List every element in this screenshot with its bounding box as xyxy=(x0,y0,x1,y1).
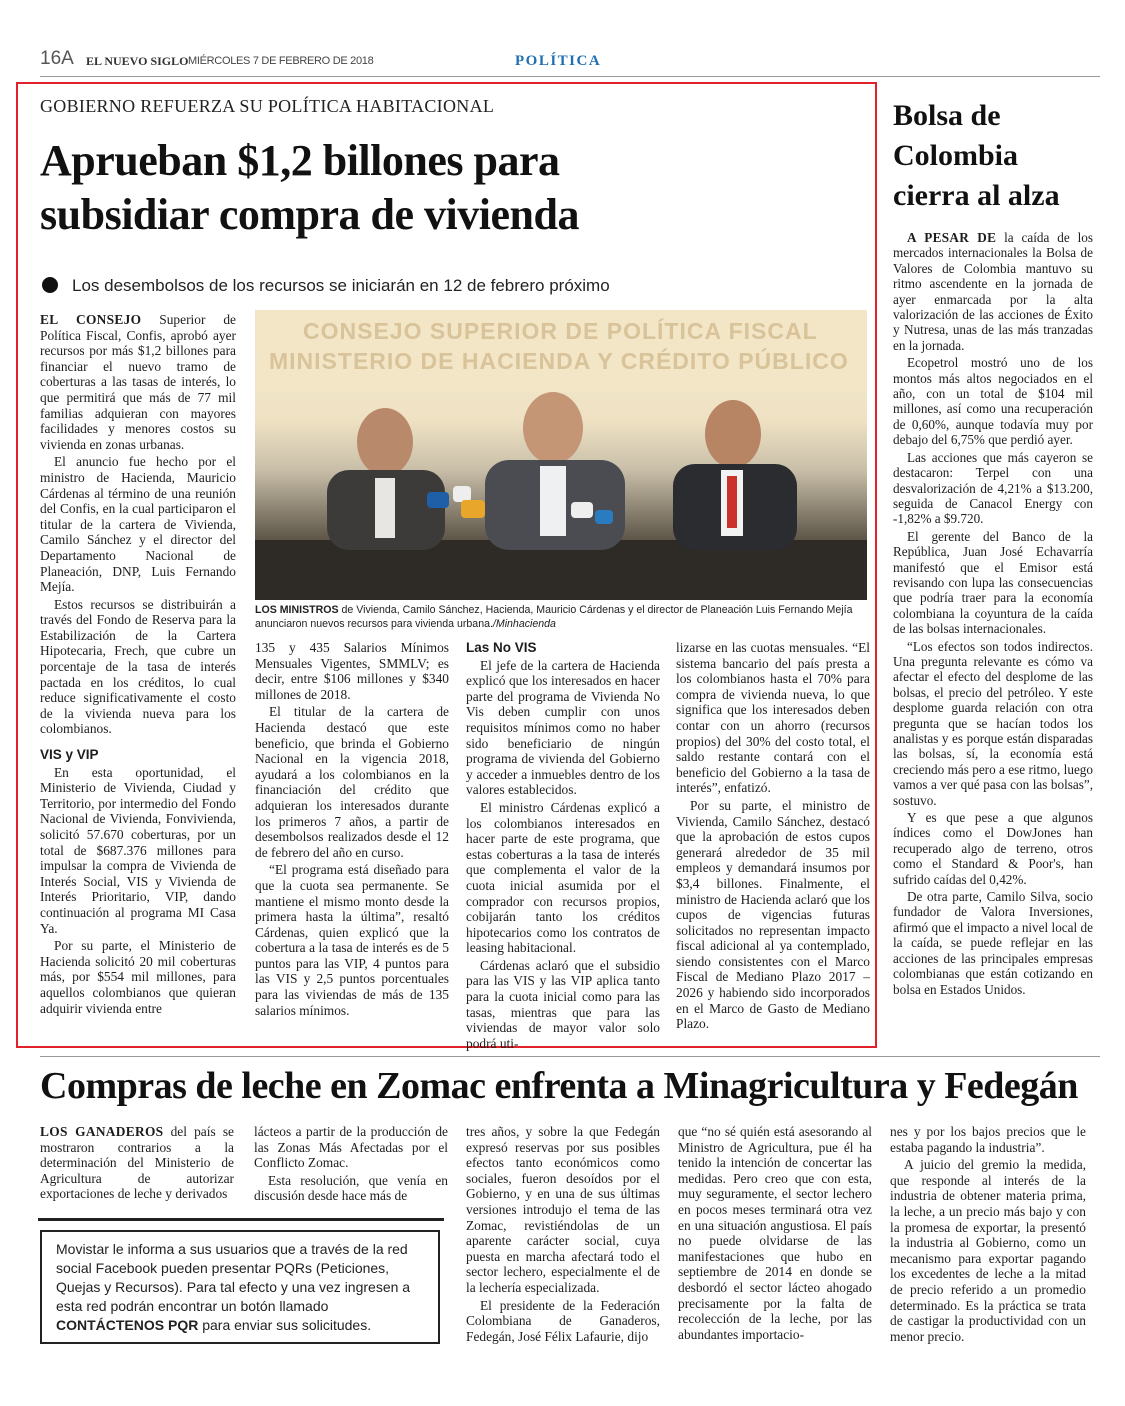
paragraph: Y es que pese a que algunos índices como el DowJones han recuperado algo de terreno, otros como el Standard & Poor's, han sufrido caídas del 0,42%. xyxy=(893,810,1093,887)
caption-credit: /Minhacienda xyxy=(492,618,556,630)
bottom-column-5 xyxy=(890,1124,1086,1346)
caption-lead: LOS MINISTROS xyxy=(255,604,339,616)
paragraph: Por su parte, el Ministerio de Hacienda solicitó 20 mil coberturas más, por $554 mil millones, para aquellos colombianos que quieran adquirir vivienda entre xyxy=(40,938,236,1016)
paragraph: lizarse en las cuotas mensuales. “El sistema bancario del país presta a los colombianos hasta el 70% para compra de vivienda nueva, lo que significa que los interesados deben contar con un ahorro (recursos propios) del 30% del costo total, el saldo restante contará con el beneficio del Gobierno a la tasa de interés”, enfatizó. xyxy=(676,640,870,796)
bottom-headline: Compras de leche en Zomac enfrenta a Minagricultura y Fedegán xyxy=(40,1065,1078,1107)
bottom-column-3 xyxy=(466,1124,660,1346)
sidebar-headline-line: Colombia xyxy=(893,139,1019,172)
paragraph: A juicio del gremio la medida, que responde al interés de la industria de obtener materia prima, la leche, a un precio más bajo y con la promesa de exportar, la presentó la industria al Gobierno, como un mecanismo para exportar pagando los excedentes de leche a la mitad de precio referido a un promedio determinado. Es la práctica se trata de castigar la productividad con un menor precio. xyxy=(890,1157,1086,1344)
bottom-column-4 xyxy=(678,1124,872,1344)
paragraph: lácteos a partir de la producción de las Zonas Más Afectadas por el Conflicto Zomac. xyxy=(254,1124,448,1171)
photo-banner-line-2: MINISTERIO DE HACIENDA Y CRÉDITO PÚBLICO xyxy=(269,348,849,374)
article-kicker: GOBIERNO REFUERZA SU POLÍTICA HABITACIONAL xyxy=(40,96,495,116)
paragraph: la caída de los mercados internacionales la Bolsa de Valores de Colombia mantuvo su ritmo ascendente en la jornada de ayer enmarcada por la alta valorización de las acciones de Éxito y Nutresa, unas de las más tranzadas en la jornada. xyxy=(893,230,1093,353)
paragraph: El presidente de la Federación Colombiana de Ganaderos, Fedegán, José Félix Lafaurie, dijo xyxy=(466,1297,660,1344)
headline-line-1: Aprueban $1,2 billones para xyxy=(40,136,560,185)
bullet-icon xyxy=(42,277,58,293)
issue-date: MIÉRCOLES 7 DE FEBRERO DE 2018 xyxy=(188,55,374,67)
headline-line-2: subsidiar compra de vivienda xyxy=(40,190,579,239)
advertisement-box xyxy=(40,1230,440,1344)
paragraph: nes y por los bajos precios que le estaba pagando la industria”. xyxy=(890,1124,1086,1155)
article-column-4 xyxy=(676,640,870,1034)
lead-in: A PESAR DE xyxy=(907,230,997,245)
ad-highlight: CONTÁCTENOS PQR xyxy=(56,1317,199,1333)
article-column-3 xyxy=(466,640,660,1053)
subheading: Las No VIS xyxy=(466,640,537,655)
paragraph: El ministro Cárdenas explicó a los colombianos interesados en hacer parte de este programa, que estas coberturas a la tasa de interés que complementa el valor de la cuota inicial asumida por el comprador con recursos propios, cobijarán tanto los créditos hipotecarios como los contratos de leasing habitacional. xyxy=(466,799,660,956)
page-number: 16A xyxy=(40,48,74,69)
deck-text: Los desembolsos de los recursos se iniciarán en 12 de febrero próximo xyxy=(72,276,610,295)
photo-caption xyxy=(255,603,867,631)
section-rule xyxy=(40,1056,1100,1057)
page-header xyxy=(40,46,1100,72)
sidebar-headline-line: Bolsa de xyxy=(893,99,1001,132)
photo-scene xyxy=(255,310,867,600)
article-headline xyxy=(40,134,870,242)
sidebar-headline xyxy=(893,96,1103,216)
bottom-column-1 xyxy=(40,1124,234,1204)
ad-top-rule xyxy=(38,1218,444,1221)
paragraph: Estos recursos se distribuirán a través del Fondo de Reserva para la Estabilización de la Cartera Hipotecaria, Frech, que cubre un porcentaje de la tasa de interés pactada en los créditos, lo cual reduce significativamente el costo de la vivienda nueva para los colombianos. xyxy=(40,596,236,737)
lead-in: LOS GANADEROS xyxy=(40,1124,164,1139)
subheading: VIS y VIP xyxy=(40,747,99,763)
paragraph: Cárdenas aclaró que el subsidio para las VIS y las VIP aplica tanto para la cuota inicial como para las tasas, mientras que para las viviendas de mayor valor solo podrá uti- xyxy=(466,957,660,1051)
paragraph: En esta oportunidad, el Ministerio de Vivienda, Ciudad y Territorio, por intermedio del Fondo Nacional de Vivienda, Fonvivienda, solicitó 57.670 coberturas, por un total de $687.376 millones para impulsar la compra de Vivienda de Interés Social, VIS y Vivienda de Interés Prioritario, VIP, dando continuación al programa MI Casa Ya. xyxy=(40,764,236,936)
bottom-column-2 xyxy=(254,1124,448,1206)
paragraph: Esta resolución, que venía en discusión desde hace más de xyxy=(254,1172,448,1204)
sidebar-headline-line: cierra al alza xyxy=(893,179,1060,212)
person-right xyxy=(673,400,797,550)
ad-text: Movistar le informa a sus usuarios que a través de la red social Facebook pueden presentar PQRs (Peticiones, Quejas y Recursos). Para tal efecto y una vez ingresen a esta red podrán encontrar un botón llamado xyxy=(56,1241,411,1314)
person-center xyxy=(485,392,625,550)
paragraph: Superior de Política Fiscal, Confis, aprobó ayer recursos por más $1,2 billones para financiar el nuevo tramo de coberturas a las tasas de interés, lo que permitirá que más de 77 mil familias adquieran con mayores facilidades y menores costos su vivienda en zonas urbanas. xyxy=(40,312,236,452)
article-column-1 xyxy=(40,312,236,1018)
paragraph: Las acciones que más cayeron se destacaron: Terpel con una desvalorización de 4,21% a $13.200, seguida de Canacol Energy con -1,82% a $9.720. xyxy=(893,449,1093,527)
paragraph: “Los efectos son todos indirectos. Una pregunta relevante es cómo va afectar el efecto del desplome de las bolsas, el precio del petróleo. Y este desplome guarda relación con otra pregunta que se hacían todos los analistas y es porque están disparadas las bolsas, sí, la economía está creciendo más pero a ese ritmo, luego vamos a ver qué pasa con las bolsas”, sostuvo. xyxy=(893,638,1093,808)
photo-banner-line-1: CONSEJO SUPERIOR DE POLÍTICA FISCAL xyxy=(303,318,818,344)
article-column-2 xyxy=(255,640,449,1020)
paragraph: que “no sé quién está asesorando al Ministro de Agricultura, pue él ha tenido la intención de concertar las medidas. Pero creo que con esta, muy seguramente, el sector lechero en pocos meses terminará otra vez en una situación angustiosa. El país no puede olvidarse de las manifestaciones que hubo en septiembre de 2014 en donde se desbordó el sector lácteo ahogado precisamente por la falta de recolección de la leche, por las abundantes importacio- xyxy=(678,1124,872,1342)
paragraph: El gerente del Banco de la República, Juan José Echavarría manifestó que el Emisor está revisando con lupa las consecuencias que podría traer para la economía colombiana la coyuntura de la caída de las bolsas internacionales. xyxy=(893,528,1093,637)
caption-text: de Vivienda, Camilo Sánchez, Hacienda, Mauricio Cárdenas y el director de Planeación Luis Fernando Mejía anunciaron nuevos recursos para vivienda urbana. xyxy=(255,604,853,630)
paragraph: El jefe de la cartera de Hacienda explicó que los interesados en hacer parte del programa de Vivienda No Vis deben cumplir con unos requisitos mínimos como no haber sido beneficiario de ningún programa de vivienda del Gobierno y acceder a inmuebles dentro de los valores establecidos. xyxy=(466,657,660,798)
paragraph: De otra parte, Camilo Silva, socio fundador de Valora Inversiones, afirmó que el impacto a nivel local de la caída, se puede reflejar en las acciones de las principales empresas colombianas que están cotizando en bolsa en Estados Unidos. xyxy=(893,889,1093,997)
paragraph: tres años, y sobre la que Fedegán expresó reservas por sus posibles efectos tanto económicos como sociales, fueron desoídos por el Gobierno, y en una de sus últimas versiones introdujo el tema de las Zomac, revistiéndolas de un aparente carácter social, cuya puesta en marcha afectará todo el sector lechero, especialmente el de la lechería especializada. xyxy=(466,1124,660,1295)
article-photo xyxy=(255,310,867,600)
section-label: POLÍTICA xyxy=(515,53,602,69)
paragraph: del país se mostraron contrarios a la determinación del Ministerio de Agricultura de autorizar exportaciones de leche y derivados xyxy=(40,1124,234,1202)
lead-in: EL CONSEJO xyxy=(40,312,142,327)
paragraph: Por su parte, el ministro de Vivienda, Camilo Sánchez, destacó que la aprobación de estos cupos generará alrededor de 35 mil empleos y demandará insumos por $3,4 billones. Finalmente, el ministro de Hacienda aclaró que los cupos de vigencias futuras solicitados no representan impacto fiscal adicional al ya contemplado, siendo consistentes con el Marco Fiscal de Mediano Plazo 2017 – 2026 y habiendo sido incorporados en el Marco de Gasto de Mediano Plazo. xyxy=(676,797,870,1032)
paragraph: 135 y 435 Salarios Mínimos Mensuales Vigentes, SMMLV; es decir, entre $106 millones y $340 millones de 2018. xyxy=(255,640,449,702)
article-deck xyxy=(42,276,872,296)
paragraph: “El programa está diseñado para que la cuota sea permanente. Se mantiene el mismo monto desde la primera hasta la última”, resaltó Cárdenas, quien explicó que la cobertura a la tasa de interés es de 5 puntos para las VIP, 4 puntos para las VIS y 2,5 puntos porcentuales para las viviendas de más de 135 salarios mínimos. xyxy=(255,862,449,1018)
person-left xyxy=(327,408,445,550)
newspaper-name: EL NUEVO SIGLO xyxy=(86,54,189,68)
ad-text-end: para enviar sus solicitudes. xyxy=(198,1317,372,1333)
paragraph: El anuncio fue hecho por el ministro de Hacienda, Mauricio Cárdenas al término de una reunión del Confis, en la cual participaron el titular de la cartera de Vivienda, Camilo Sánchez y el director del Departamento Nacional de Planeación, DNP, Luis Fernando Mejía. xyxy=(40,454,236,595)
sidebar-article-body xyxy=(893,230,1093,999)
header-rule xyxy=(40,76,1100,77)
paragraph: El titular de la cartera de Hacienda destacó que este beneficio, que brinda el Gobierno Nacional en la vigencia 2018, ayudará a los colombianos en la financiación del crédito que adquieran los interesados durante los primeros 7 años, a partir de desembolsos realizados desde el 12 de febrero del año en curso. xyxy=(255,704,449,860)
paragraph: Ecopetrol mostró uno de los montos más altos negociados en el año, con un total de $104 mil millones, así como una recuperación de 0,60%, aunque todavía muy por debajo del 6,75% que perdió ayer. xyxy=(893,355,1093,448)
